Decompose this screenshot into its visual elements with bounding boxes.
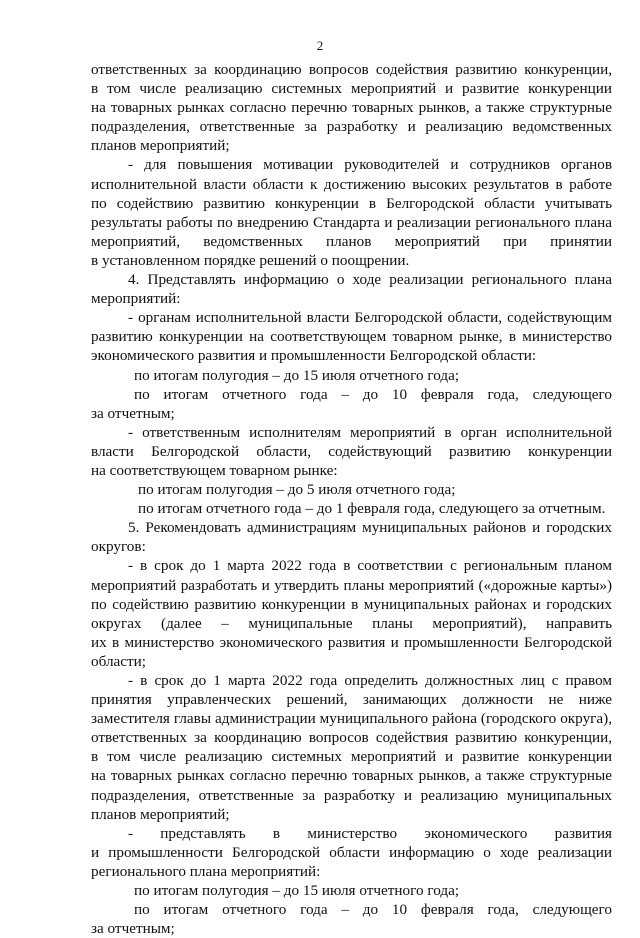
text-line: округах (далее – муниципальные планы мероприятий), направить [91,614,612,632]
text-line: по итогам полугодия – до 15 июля отчетного года; [134,882,460,900]
text-line: на товарных рынках согласно перечню товарных рынков, а также структурные [91,99,612,117]
text-line: области; [91,652,146,670]
text-line: по итогам отчетного года – до 10 февраля года, следующего [134,901,612,919]
text-line: за отчетным; [91,404,175,422]
text-line: заместителя главы администрации муниципального района (городского округа), [91,710,612,728]
text-line: власти Белгородской области, содействующий развитию конкуренции [91,442,612,460]
text-line: - в срок до 1 марта 2022 года в соответствии с региональным планом [128,557,612,575]
text-line: и промышленности Белгородской области информацию о ходе реализации [91,843,612,861]
text-line: округов: [91,538,146,556]
text-line: мероприятий, ведомственных планов мероприятий при принятии [91,232,612,250]
text-line: - представлять в министерство экономического развития [128,824,612,842]
text-line: на товарных рынках согласно перечню товарных рынков, а также структурные [91,767,612,785]
text-line: результаты работы по внедрению Стандарта и реализации регионального плана [91,213,612,231]
text-line: подразделения, ответственные за разработку и реализацию ведомственных [91,118,612,136]
text-line: мероприятий разработать и утвердить планы мероприятий («дорожные карты») [91,576,612,594]
page-number: 2 [316,38,324,53]
text-line: по итогам отчетного года – до 10 февраля года, следующего [134,385,612,403]
text-line: подразделения, ответственные за разработку и реализацию муниципальных [91,786,612,804]
text-line: 4. Представлять информацию о ходе реализации регионального плана [128,271,612,289]
text-line: по итогам отчетного года – до 1 февраля года, следующего за отчетным. [138,500,606,518]
text-line: в том числе реализацию системных мероприятий и развитие конкуренции [91,80,612,98]
text-line: - для повышения мотивации руководителей и сотрудников органов [128,156,612,174]
text-line: по содействию развитию конкуренции в Белгородской области учитывать [91,194,612,212]
text-line: экономического развития и промышленности Белгородской области: [91,347,537,365]
text-line: 5. Рекомендовать администрациям муниципальных районов и городских [128,519,612,537]
text-line: за отчетным; [91,920,175,938]
text-line: планов мероприятий; [91,805,230,823]
text-line: развитию конкуренции на соответствующем товарном рынке, в министерство [91,328,612,346]
text-line: планов мероприятий; [91,137,230,155]
text-line: - органам исполнительной власти Белгородской области, содействующим [128,309,612,327]
text-line: по итогам полугодия – до 15 июля отчетного года; [134,366,460,384]
text-line: регионального плана мероприятий: [91,862,321,880]
text-line: на соответствующем товарном рынке: [91,461,338,479]
text-line: мероприятий: [91,290,181,308]
text-line: по содействию развитию конкуренции в муниципальных районах и городских [91,595,612,613]
text-line: по итогам полугодия – до 5 июля отчетного года; [138,481,456,499]
text-line: их в министерство экономического развития и промышленности Белгородской [91,633,612,651]
document-body [91,60,612,938]
text-line: ответственных за координацию вопросов содействия развитию конкуренции, [91,61,612,78]
text-line: в установленном порядке решений о поощрении. [91,251,410,269]
text-line: исполнительной власти области к достижению высоких результатов в работе [91,175,612,193]
text-line: - в срок до 1 марта 2022 года определить должностных лиц с правом [128,672,612,689]
text-line: в том числе реализацию системных мероприятий и развитие конкуренции [91,748,612,766]
text-line: принятия управленческих решений, занимающих должности не ниже [91,691,612,709]
text-line: - ответственным исполнителям мероприятий в орган исполнительной [128,423,612,441]
text-line: ответственных за координацию вопросов содействия развитию конкуренции, [91,729,612,747]
